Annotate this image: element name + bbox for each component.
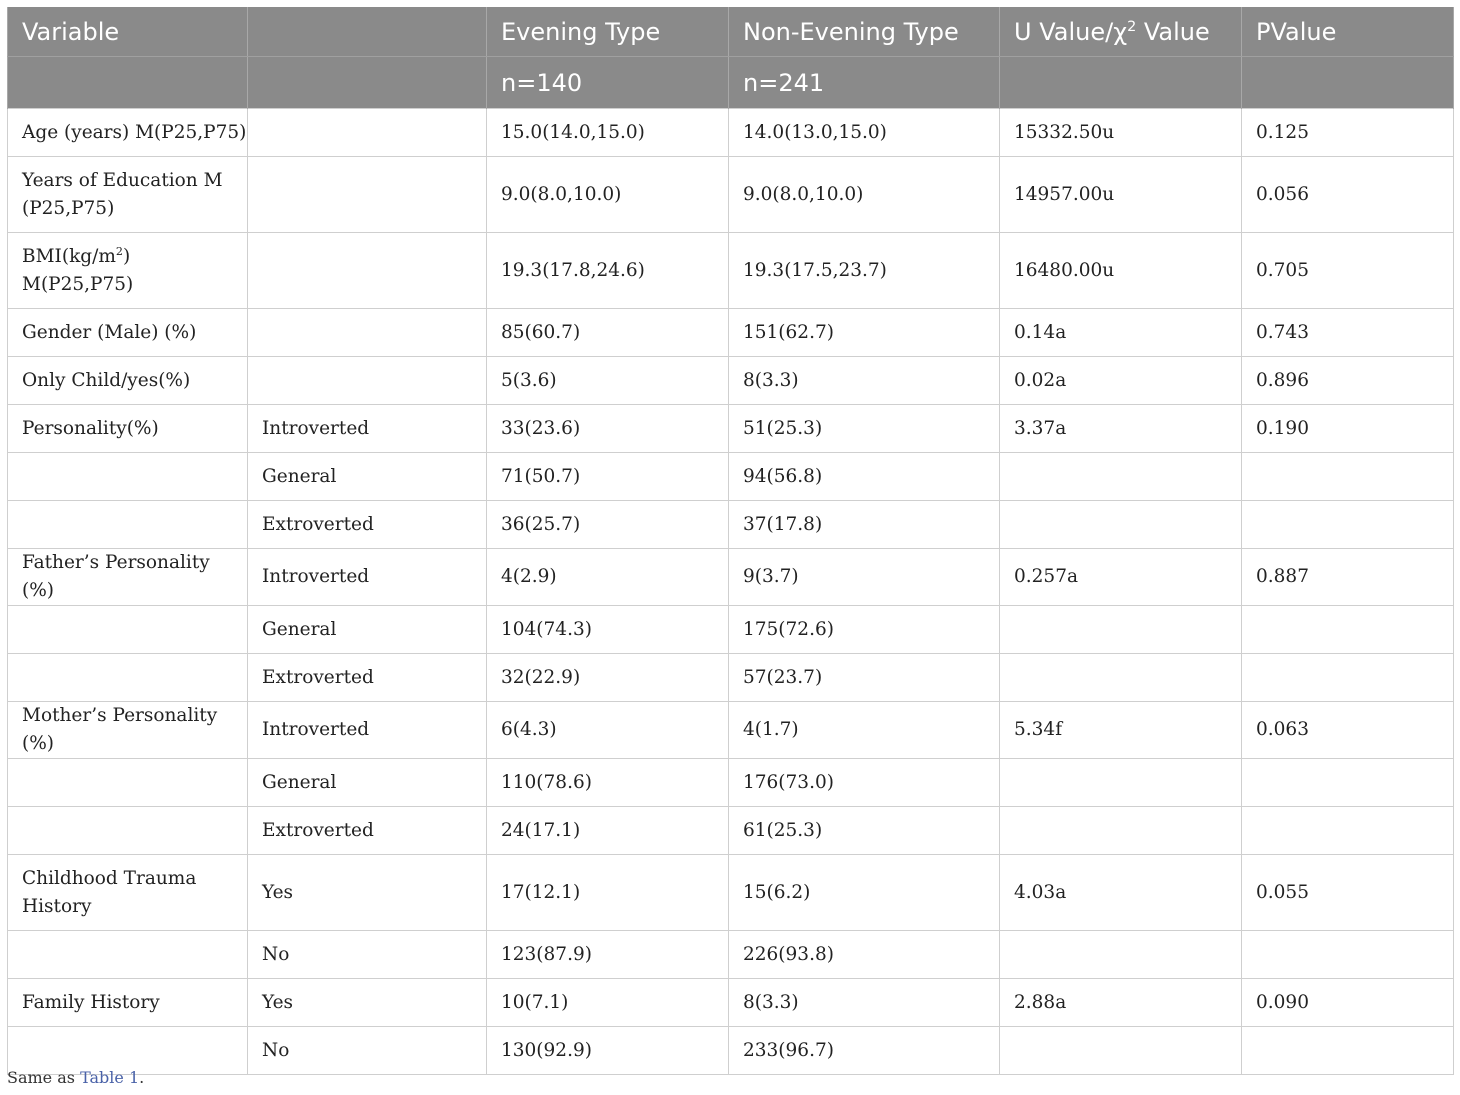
cell-subcategory: Extroverted — [248, 654, 487, 702]
table-row — [8, 654, 1454, 702]
cell-variable — [8, 931, 248, 979]
header-non-evening-n: n=241 — [729, 57, 1000, 109]
cell-evening: 104(74.3) — [487, 606, 729, 654]
cell-subcategory: General — [248, 453, 487, 501]
table-header — [8, 7, 1454, 109]
header-sample-size-row — [8, 57, 1454, 109]
cell-evening: 36(25.7) — [487, 501, 729, 549]
cell-variable: Family History — [8, 979, 248, 1027]
cell-non-evening: 233(96.7) — [729, 1027, 1000, 1075]
cell-p-value — [1242, 453, 1454, 501]
cell-non-evening: 57(23.7) — [729, 654, 1000, 702]
cell-evening: 4(2.9) — [487, 549, 729, 606]
cell-evening: 110(78.6) — [487, 759, 729, 807]
cell-u-value: 14957.00u — [1000, 157, 1242, 233]
header-empty-1 — [8, 57, 248, 109]
cell-non-evening: 8(3.3) — [729, 357, 1000, 405]
cell-evening: 6(4.3) — [487, 702, 729, 759]
cell-non-evening: 151(62.7) — [729, 309, 1000, 357]
cell-p-value: 0.896 — [1242, 357, 1454, 405]
cell-p-value — [1242, 1027, 1454, 1075]
cell-evening: 85(60.7) — [487, 309, 729, 357]
cell-u-value: 4.03a — [1000, 855, 1242, 931]
cell-u-value — [1000, 759, 1242, 807]
data-table — [7, 7, 1454, 1075]
cell-evening: 10(7.1) — [487, 979, 729, 1027]
cell-subcategory — [248, 309, 487, 357]
cell-subcategory: Yes — [248, 855, 487, 931]
cell-non-evening: 14.0(13.0,15.0) — [729, 109, 1000, 157]
table-row — [8, 109, 1454, 157]
cell-subcategory: Introverted — [248, 702, 487, 759]
cell-subcategory — [248, 233, 487, 309]
cell-u-value — [1000, 654, 1242, 702]
cell-non-evening: 9(3.7) — [729, 549, 1000, 606]
cell-u-value: 0.257a — [1000, 549, 1242, 606]
cell-p-value: 0.705 — [1242, 233, 1454, 309]
cell-subcategory: Extroverted — [248, 501, 487, 549]
header-evening-n: n=140 — [487, 57, 729, 109]
cell-u-value: 15332.50u — [1000, 109, 1242, 157]
cell-p-value: 0.056 — [1242, 157, 1454, 233]
cell-variable — [8, 453, 248, 501]
cell-evening: 5(3.6) — [487, 357, 729, 405]
footnote-period: . — [139, 1068, 145, 1087]
cell-evening: 17(12.1) — [487, 855, 729, 931]
table-row — [8, 157, 1454, 233]
cell-non-evening: 19.3(17.5,23.7) — [729, 233, 1000, 309]
cell-evening: 9.0(8.0,10.0) — [487, 157, 729, 233]
cell-p-value — [1242, 807, 1454, 855]
cell-variable: Years of Education M (P25,P75) — [8, 157, 248, 233]
table-row — [8, 309, 1454, 357]
header-evening-type: Evening Type — [487, 7, 729, 57]
cell-u-value: 5.34f — [1000, 702, 1242, 759]
cell-p-value — [1242, 654, 1454, 702]
cell-variable — [8, 501, 248, 549]
cell-u-value: 3.37a — [1000, 405, 1242, 453]
table-row — [8, 1027, 1454, 1075]
cell-subcategory: General — [248, 606, 487, 654]
cell-p-value: 0.743 — [1242, 309, 1454, 357]
cell-non-evening: 4(1.7) — [729, 702, 1000, 759]
table-row — [8, 807, 1454, 855]
header-p-value: PValue — [1242, 7, 1454, 57]
cell-non-evening: 176(73.0) — [729, 759, 1000, 807]
table-row — [8, 979, 1454, 1027]
cell-non-evening: 37(17.8) — [729, 501, 1000, 549]
cell-p-value — [1242, 759, 1454, 807]
table-row — [8, 233, 1454, 309]
table-wrapper — [7, 7, 1453, 1075]
cell-variable: Mother’s Personality (%) — [8, 702, 248, 759]
cell-variable: Personality(%) — [8, 405, 248, 453]
cell-non-evening: 15(6.2) — [729, 855, 1000, 931]
cell-variable: Childhood Trauma History — [8, 855, 248, 931]
footnote-text: Same as — [7, 1068, 81, 1087]
cell-subcategory — [248, 357, 487, 405]
header-blank — [248, 7, 487, 57]
cell-p-value — [1242, 606, 1454, 654]
table-body — [8, 109, 1454, 1075]
cell-p-value — [1242, 931, 1454, 979]
cell-u-value — [1000, 501, 1242, 549]
cell-subcategory: Introverted — [248, 549, 487, 606]
table-footnote — [7, 1068, 144, 1087]
table-row — [8, 453, 1454, 501]
cell-evening: 123(87.9) — [487, 931, 729, 979]
cell-u-value — [1000, 931, 1242, 979]
cell-u-value: 0.14a — [1000, 309, 1242, 357]
cell-evening: 32(22.9) — [487, 654, 729, 702]
cell-u-value: 0.02a — [1000, 357, 1242, 405]
cell-subcategory — [248, 109, 487, 157]
header-u-value: U Value/$\chi^2$ Value — [1000, 7, 1242, 57]
cell-non-evening: 61(25.3) — [729, 807, 1000, 855]
cell-evening: 19.3(17.8,24.6) — [487, 233, 729, 309]
table-row — [8, 759, 1454, 807]
cell-subcategory: No — [248, 1027, 487, 1075]
table-row — [8, 357, 1454, 405]
cell-p-value — [1242, 501, 1454, 549]
cell-non-evening: 8(3.3) — [729, 979, 1000, 1027]
cell-u-value: 16480.00u — [1000, 233, 1242, 309]
cell-subcategory: Extroverted — [248, 807, 487, 855]
cell-non-evening: 175(72.6) — [729, 606, 1000, 654]
cell-evening: 130(92.9) — [487, 1027, 729, 1075]
cell-u-value — [1000, 1027, 1242, 1075]
cell-p-value: 0.063 — [1242, 702, 1454, 759]
header-variable: Variable — [8, 7, 248, 57]
cell-variable — [8, 654, 248, 702]
header-empty-2 — [248, 57, 487, 109]
cell-p-value: 0.090 — [1242, 979, 1454, 1027]
table-row — [8, 501, 1454, 549]
cell-subcategory: Yes — [248, 979, 487, 1027]
cell-variable: Age (years) M(P25,P75) — [8, 109, 248, 157]
cell-non-evening: 51(25.3) — [729, 405, 1000, 453]
cell-non-evening: 226(93.8) — [729, 931, 1000, 979]
cell-subcategory — [248, 157, 487, 233]
cell-variable — [8, 759, 248, 807]
cell-evening: 15.0(14.0,15.0) — [487, 109, 729, 157]
cell-subcategory: General — [248, 759, 487, 807]
table-row — [8, 702, 1454, 759]
cell-evening: 33(23.6) — [487, 405, 729, 453]
cell-variable: Only Child/yes(%) — [8, 357, 248, 405]
cell-subcategory: No — [248, 931, 487, 979]
table-row — [8, 549, 1454, 606]
cell-evening: 71(50.7) — [487, 453, 729, 501]
cell-variable — [8, 606, 248, 654]
header-row — [8, 7, 1454, 57]
table-row — [8, 855, 1454, 931]
cell-evening: 24(17.1) — [487, 807, 729, 855]
cell-u-value: 2.88a — [1000, 979, 1242, 1027]
header-non-evening-type: Non-Evening Type — [729, 7, 1000, 57]
cell-variable — [8, 807, 248, 855]
table-row — [8, 931, 1454, 979]
table-row — [8, 606, 1454, 654]
cell-u-value — [1000, 606, 1242, 654]
cell-u-value — [1000, 807, 1242, 855]
table-row — [8, 405, 1454, 453]
cell-p-value: 0.125 — [1242, 109, 1454, 157]
cell-p-value: 0.190 — [1242, 405, 1454, 453]
cell-p-value: 0.887 — [1242, 549, 1454, 606]
header-empty-3 — [1000, 57, 1242, 109]
cell-variable: $BMI(kg/m^2)$ M(P25,P75) — [8, 233, 248, 309]
cell-non-evening: 9.0(8.0,10.0) — [729, 157, 1000, 233]
cell-variable: Gender (Male) (%) — [8, 309, 248, 357]
header-empty-4 — [1242, 57, 1454, 109]
cell-non-evening: 94(56.8) — [729, 453, 1000, 501]
cell-p-value: 0.055 — [1242, 855, 1454, 931]
cell-subcategory: Introverted — [248, 405, 487, 453]
table-1-link[interactable]: Table 1 — [80, 1068, 140, 1087]
cell-variable: Father’s Personality (%) — [8, 549, 248, 606]
cell-u-value — [1000, 453, 1242, 501]
